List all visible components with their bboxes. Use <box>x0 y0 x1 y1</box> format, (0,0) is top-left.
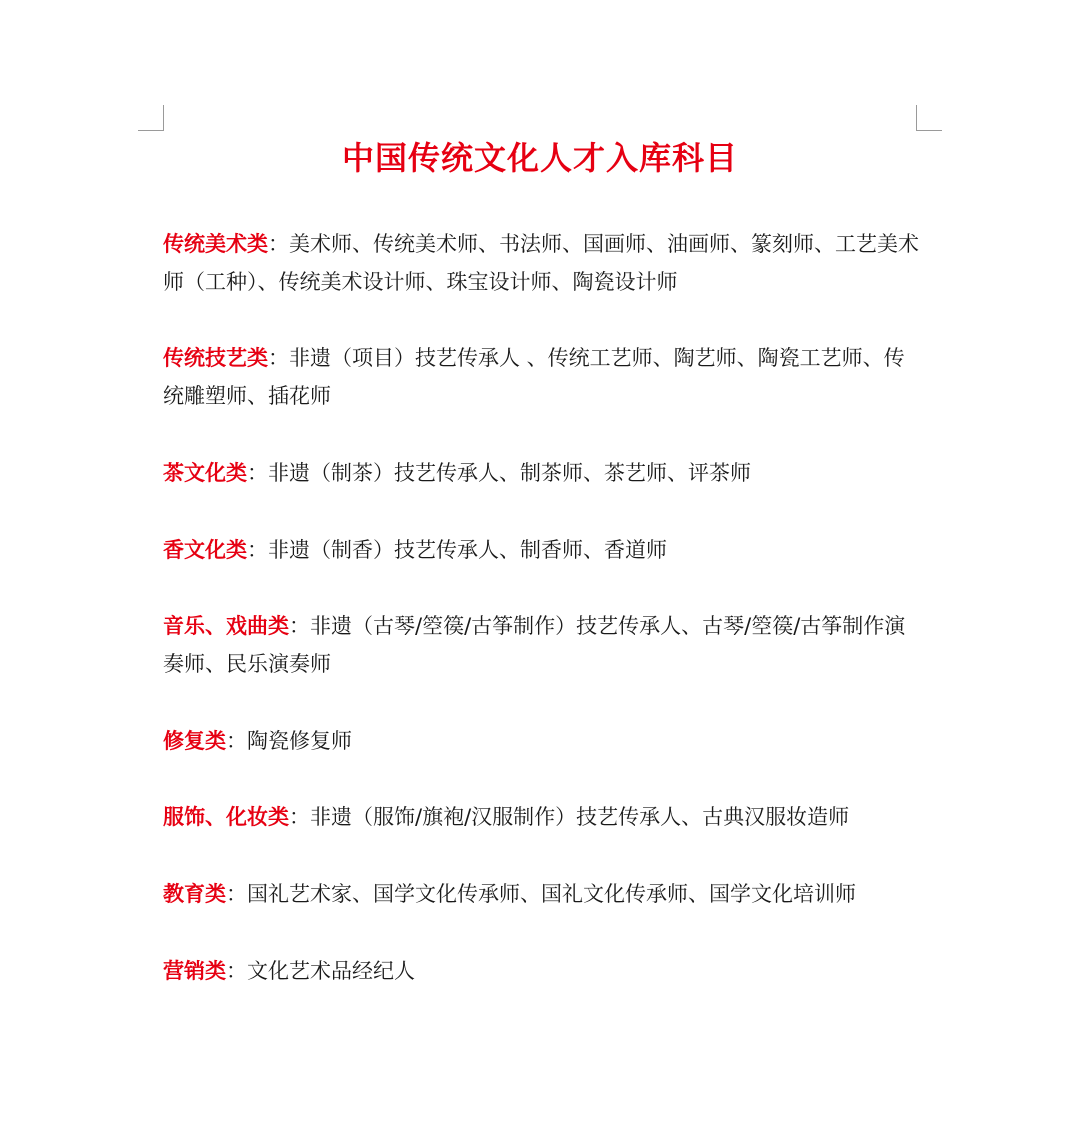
category-colon: ： <box>226 959 247 983</box>
category-items: 非遗（服饰/旗袍/汉服制作）技艺传承人、古典汉服妆造师 <box>310 805 850 829</box>
category-restoration <box>163 722 923 760</box>
category-colon: ： <box>247 538 268 562</box>
crop-mark-top-left <box>138 105 164 131</box>
category-colon: ： <box>226 882 247 906</box>
category-label: 营销类 <box>163 959 226 983</box>
category-education <box>163 875 923 913</box>
category-label: 修复类 <box>163 729 226 753</box>
category-items: 非遗（古琴/箜篌/古筝制作）技艺传承人、古琴/箜篌/古筝制作演奏师、民乐演奏师 <box>163 614 906 676</box>
category-music-opera <box>163 607 923 683</box>
category-incense-culture <box>163 531 923 569</box>
category-items: 美术师、传统美术师、书法师、国画师、油画师、篆刻师、工艺美术师（工种）、传统美术设计师、珠宝设计师、陶瓷设计师 <box>163 232 919 294</box>
category-label: 香文化类 <box>163 538 247 562</box>
category-label: 服饰、化妆类 <box>163 805 289 829</box>
category-items: 陶瓷修复师 <box>247 729 352 753</box>
category-traditional-fine-arts <box>163 225 923 301</box>
category-items: 非遗（制茶）技艺传承人、制茶师、茶艺师、评茶师 <box>268 461 751 485</box>
category-label: 音乐、戏曲类 <box>163 614 289 638</box>
category-colon: ： <box>289 614 310 638</box>
category-label: 传统美术类 <box>163 232 268 256</box>
category-colon: ： <box>268 232 289 256</box>
document-title: 中国传统文化人才入库科目 <box>341 139 738 177</box>
category-costume-makeup <box>163 798 923 836</box>
category-colon: ： <box>289 805 310 829</box>
category-tea-culture <box>163 454 923 492</box>
category-items: 非遗（项目）技艺传承人 、传统工艺师、陶艺师、陶瓷工艺师、传统雕塑师、插花师 <box>163 346 905 408</box>
crop-mark-top-right <box>916 105 942 131</box>
category-items: 非遗（制香）技艺传承人、制香师、香道师 <box>268 538 667 562</box>
category-colon: ： <box>247 461 268 485</box>
category-colon: ： <box>226 729 247 753</box>
category-label: 传统技艺类 <box>163 346 268 370</box>
category-colon: ： <box>268 346 289 370</box>
category-items: 文化艺术品经纪人 <box>247 959 415 983</box>
category-traditional-crafts <box>163 339 923 415</box>
category-marketing <box>163 952 923 990</box>
category-label: 茶文化类 <box>163 461 247 485</box>
category-items: 国礼艺术家、国学文化传承师、国礼文化传承师、国学文化培训师 <box>247 882 856 906</box>
category-label: 教育类 <box>163 882 226 906</box>
